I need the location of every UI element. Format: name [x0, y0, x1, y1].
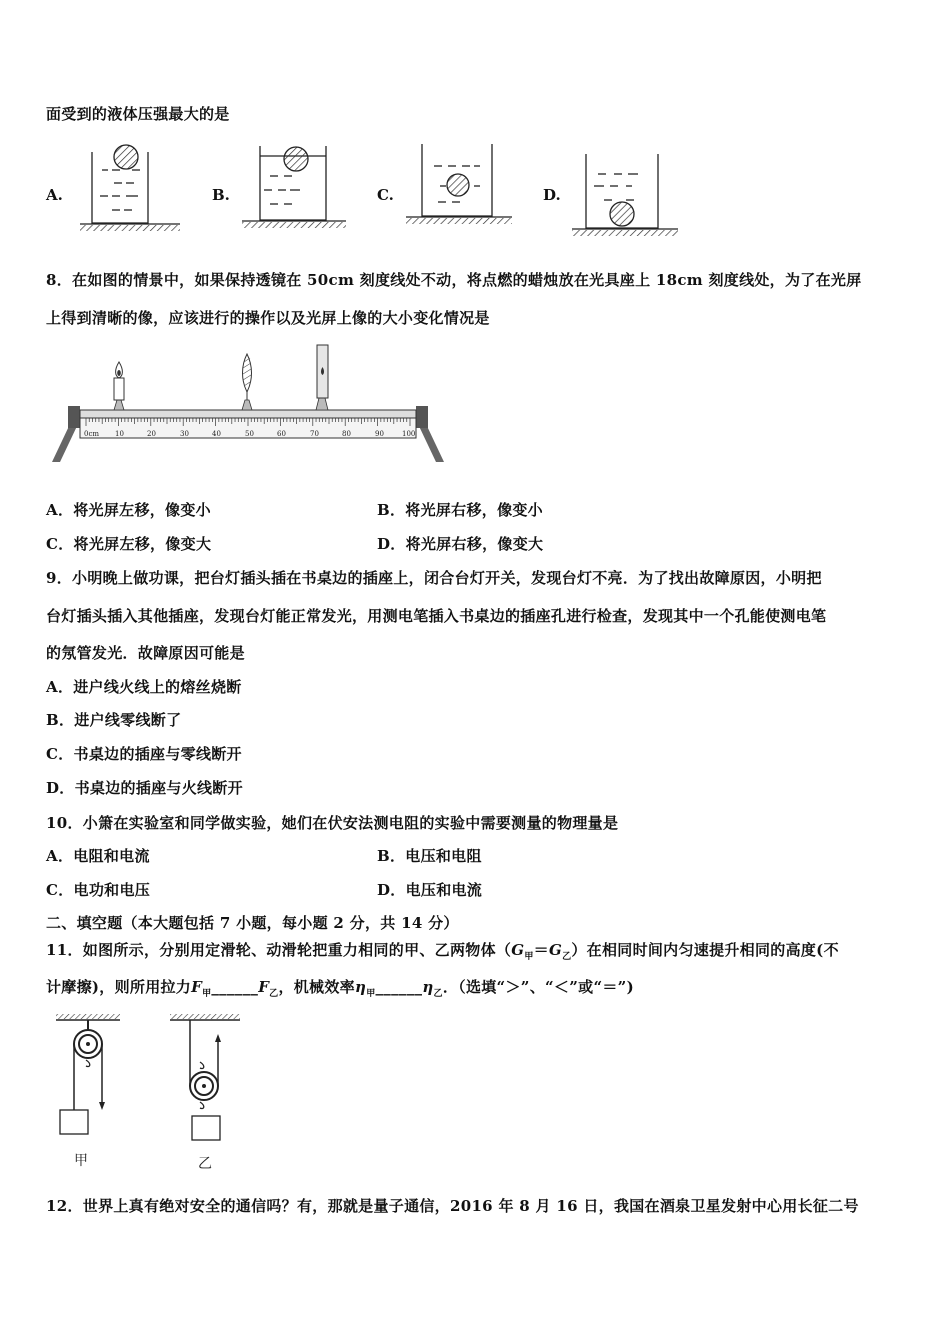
- q8-option-c: C．将光屏左移，像变大: [46, 535, 212, 553]
- movable-pulley-icon: [170, 1014, 240, 1140]
- lens-icon: [242, 354, 252, 410]
- ruler-label-80: 80: [342, 430, 351, 438]
- ruler-label-70: 70: [310, 430, 319, 438]
- q7-figure-a: [78, 140, 184, 240]
- ruler-label-90: 90: [375, 430, 384, 438]
- q7-option-d-label: D.: [543, 186, 561, 204]
- q9-stem-line1: 9．小明晚上做功课，把台灯插头插在书桌边的插座上，闭合台灯开关，发现台灯不亮．为了找出故障原因，小明把: [46, 569, 822, 587]
- q10-option-a: A．电阻和电流: [46, 847, 150, 865]
- ruler-label-40: 40: [212, 430, 221, 438]
- ruler-label-0: 0cm: [84, 430, 100, 438]
- q8-option-d: D．将光屏右移，像变大: [377, 535, 544, 553]
- q10-option-c: C．电功和电压: [46, 881, 151, 899]
- q7-figure-c: [404, 140, 516, 240]
- q7-option-a-label: A.: [46, 186, 63, 204]
- q9-option-c: C．书桌边的插座与零线断开: [46, 745, 242, 763]
- q9-option-b: B．进户线零线断了: [46, 711, 182, 729]
- ruler-label-60: 60: [277, 430, 286, 438]
- q8-stem-line1: 8．在如图的情景中，如果保持透镜在 50cm 刻度线处不动，将点燃的蜡烛放在光具座上 18cm 刻度线处，为了在光屏: [46, 271, 862, 289]
- label-yi: 乙: [198, 1156, 212, 1172]
- q11-blank-2: ______: [375, 978, 423, 996]
- q10-option-b: B．电压和电阻: [377, 847, 482, 865]
- q7-stem-tail: 面受到的液体压强最大的是: [46, 105, 230, 123]
- ruler-label-20: 20: [147, 430, 156, 438]
- ruler-label-100: 100: [402, 430, 416, 438]
- q7-option-c-label: C.: [377, 186, 394, 204]
- q10-option-d: D．电压和电流: [377, 881, 483, 899]
- q7-figure-b: [240, 140, 350, 240]
- candle-icon: [114, 362, 124, 410]
- light-screen-icon: [316, 345, 328, 410]
- q7-option-b-label: B.: [212, 186, 230, 204]
- section-2-title: 二、填空题（本大题包括 7 小题，每小题 2 分，共 14 分）: [46, 914, 459, 932]
- q8-option-b: B．将光屏右移，像变小: [377, 501, 543, 519]
- q12-stem-line1: 12．世界上真有绝对安全的通信吗？有，那就是量子通信，2016 年 8 月 16 日，我国在酒泉卫星发射中心用长征二号: [46, 1197, 859, 1215]
- fixed-pulley-icon: [56, 1014, 120, 1134]
- ruler-label-30: 30: [180, 430, 189, 438]
- q11-stem-line1: 11．如图所示，分别用定滑轮、动滑轮把重力相同的甲、乙两物体$(G_甲=G_乙)$在相同时间内匀速提升相同的高度(不: [46, 941, 839, 962]
- q8-option-a: A．将光屏左移，像变小: [46, 501, 211, 519]
- q9-option-a: A．进户线火线上的熔丝烧断: [46, 678, 242, 696]
- q9-option-d: D．书桌边的插座与火线断开: [46, 779, 243, 797]
- q8-stem-line2: 上得到清晰的像，应该进行的操作以及光屏上像的大小变化情况是: [46, 309, 490, 327]
- q9-stem-line2: 台灯插头插入其他插座，发现台灯能正常发光，用测电笔插入书桌边的插座孔进行检查，发现其中一个孔能使测电笔: [46, 607, 827, 625]
- ruler-label-10: 10: [115, 430, 124, 438]
- q8-optical-bench-figure: [50, 340, 450, 468]
- q11-blank-1: ______: [211, 978, 259, 996]
- label-jia: 甲: [74, 1153, 88, 1169]
- q7-figure-d: [570, 140, 682, 240]
- q9-stem-line3: 的氖管发光．故障原因可能是: [46, 644, 245, 662]
- q11-stem-line2: 计摩擦)，则所用拉力$F_甲\_\_\_\_\_\_F_乙$，机械效率$\eta_甲\_\_\_\_\_\_\eta_乙$．（选填“＞”、“＜”或“＝”): [46, 978, 635, 999]
- ruler-label-50: 50: [245, 430, 254, 438]
- q10-stem: 10．小箫在实验室和同学做实验，她们在伏安法测电阻的实验中需要测量的物理量是: [46, 814, 619, 832]
- q11-pulley-figure: [50, 1010, 250, 1178]
